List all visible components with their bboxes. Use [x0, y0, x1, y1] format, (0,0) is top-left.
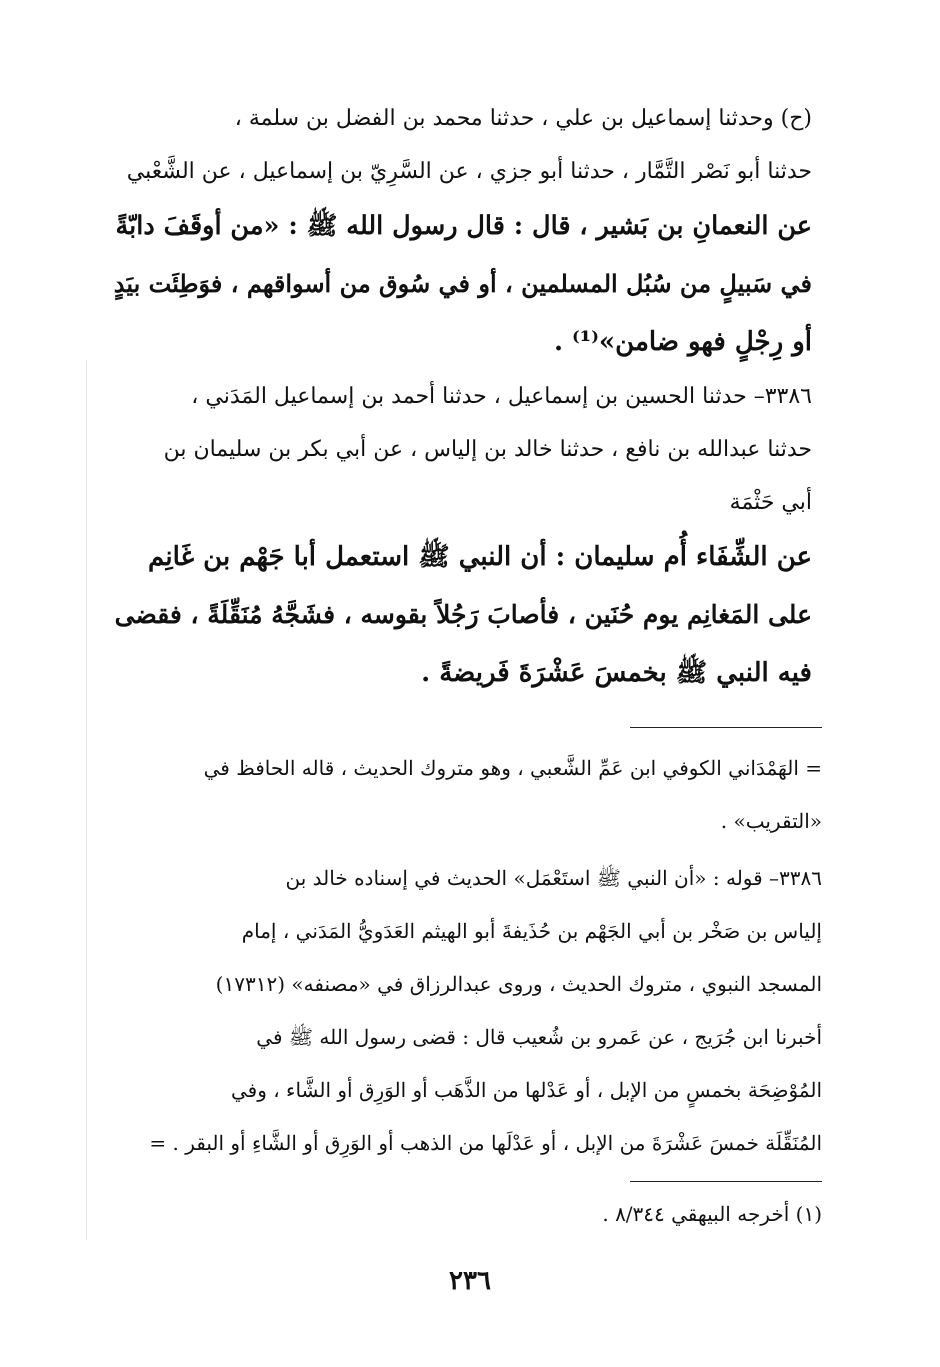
text-line: إلياس بن صَخْر بن أبي الجَهْم بن حُذَيفةَ أبو الهيثم العَدَويُّ المَدَني ، إمام: [241, 919, 822, 943]
text-line: «التقريب» .: [720, 809, 822, 833]
text-line: ٣٣٨٦– حدثنا الحسين بن إسماعيل ، حدثنا أحمد بن إسماعيل المَدَني ،: [191, 384, 812, 409]
isnad-block-2: [112, 370, 812, 529]
text-line: في سَبيلٍ من سُبُل المسلمين ، أو في سُوق من أسواقهم ، فوَطِئَت بيَدٍ: [113, 269, 812, 298]
text-line: (١) أخرجه البيهقي ٨/٣٤٤ .: [602, 1202, 822, 1226]
text-line: أو رِجْلٍ فهو ضامن»⁽¹⁾ .: [553, 327, 812, 357]
text-line: فيه النبي ﷺ بخمسَ عَشْرَةَ فَريضةً .: [421, 658, 812, 688]
text-line: المسجد النبوي ، متروك الحديث ، وروى عبدالرزاق في «مصنفه» (١٧٣١٢): [215, 972, 822, 996]
text-line: (ح) وحدثنا إسماعيل بن علي ، حدثنا محمد بن الفضل بن سلمة ،: [234, 106, 812, 131]
page-number: ٢٣٦: [449, 1266, 491, 1296]
matn-block-1: [112, 197, 812, 371]
text-line: حدثنا عبدالله بن نافع ، حدثنا خالد بن إلياس ، عن أبي بكر بن سليمان بن: [163, 437, 812, 462]
page-edge-shadow: [86, 360, 87, 1240]
text-line: عن النعمانِ بن بَشير ، قال : قال رسول الله ﷺ : «من أوقَفَ دابّةً: [115, 211, 812, 241]
text-line: المُنَقِّلَة خمسَ عَشْرَةَ من الإبل ، أو عَدْلَها من الذهب أو الوَرِق أو الشَّاءِ أو البقر . =: [149, 1131, 822, 1155]
matn-block-2: [112, 528, 812, 702]
text-line: على المَغانِم يوم حُنَين ، فأصابَ رَجُلاً بقوسه ، فشَجَّهُ مُنَقِّلَةً ، فقضى: [114, 600, 812, 629]
text-line: المُوْضِحَة بخمسٍ من الإبل ، أو عَدْلها من الذَّهَب أو الوَرِق أو الشَّاء ، وفي: [230, 1078, 822, 1102]
footnote-1: [110, 1188, 822, 1241]
footnote-hadith-3386: [110, 852, 822, 1170]
footnote-separator: [630, 1181, 822, 1182]
text-line: عن الشِّفَاء أُم سليمان : أن النبي ﷺ استعمل أبا جَهْم بن غَانِم: [148, 542, 812, 572]
text-line: حدثنا أبو نَصْر التَّمَّار ، حدثنا أبو جزي ، عن السَّرِيّ بن إسماعيل ، عن الشَّعْبي: [126, 159, 812, 184]
isnad-block-1: [112, 92, 812, 198]
footnote-continuation: [110, 742, 822, 848]
text-line: = الهَمْدَاني الكوفي ابن عَمِّ الشَّعبي ، وهو متروك الحديث ، قاله الحافظ في: [203, 756, 822, 780]
footnote-separator: [630, 727, 822, 728]
text-line: أخبرنا ابن جُرَيج ، عن عَمرو بن شُعيب قال : قضى رسول الله ﷺ في: [256, 1025, 822, 1049]
text-line: ٣٣٨٦– قوله : «أن النبي ﷺ استَعْمَل» الحديث في إسناده خالد بن: [285, 866, 822, 890]
text-line: أبي حَثْمَة: [729, 490, 812, 515]
